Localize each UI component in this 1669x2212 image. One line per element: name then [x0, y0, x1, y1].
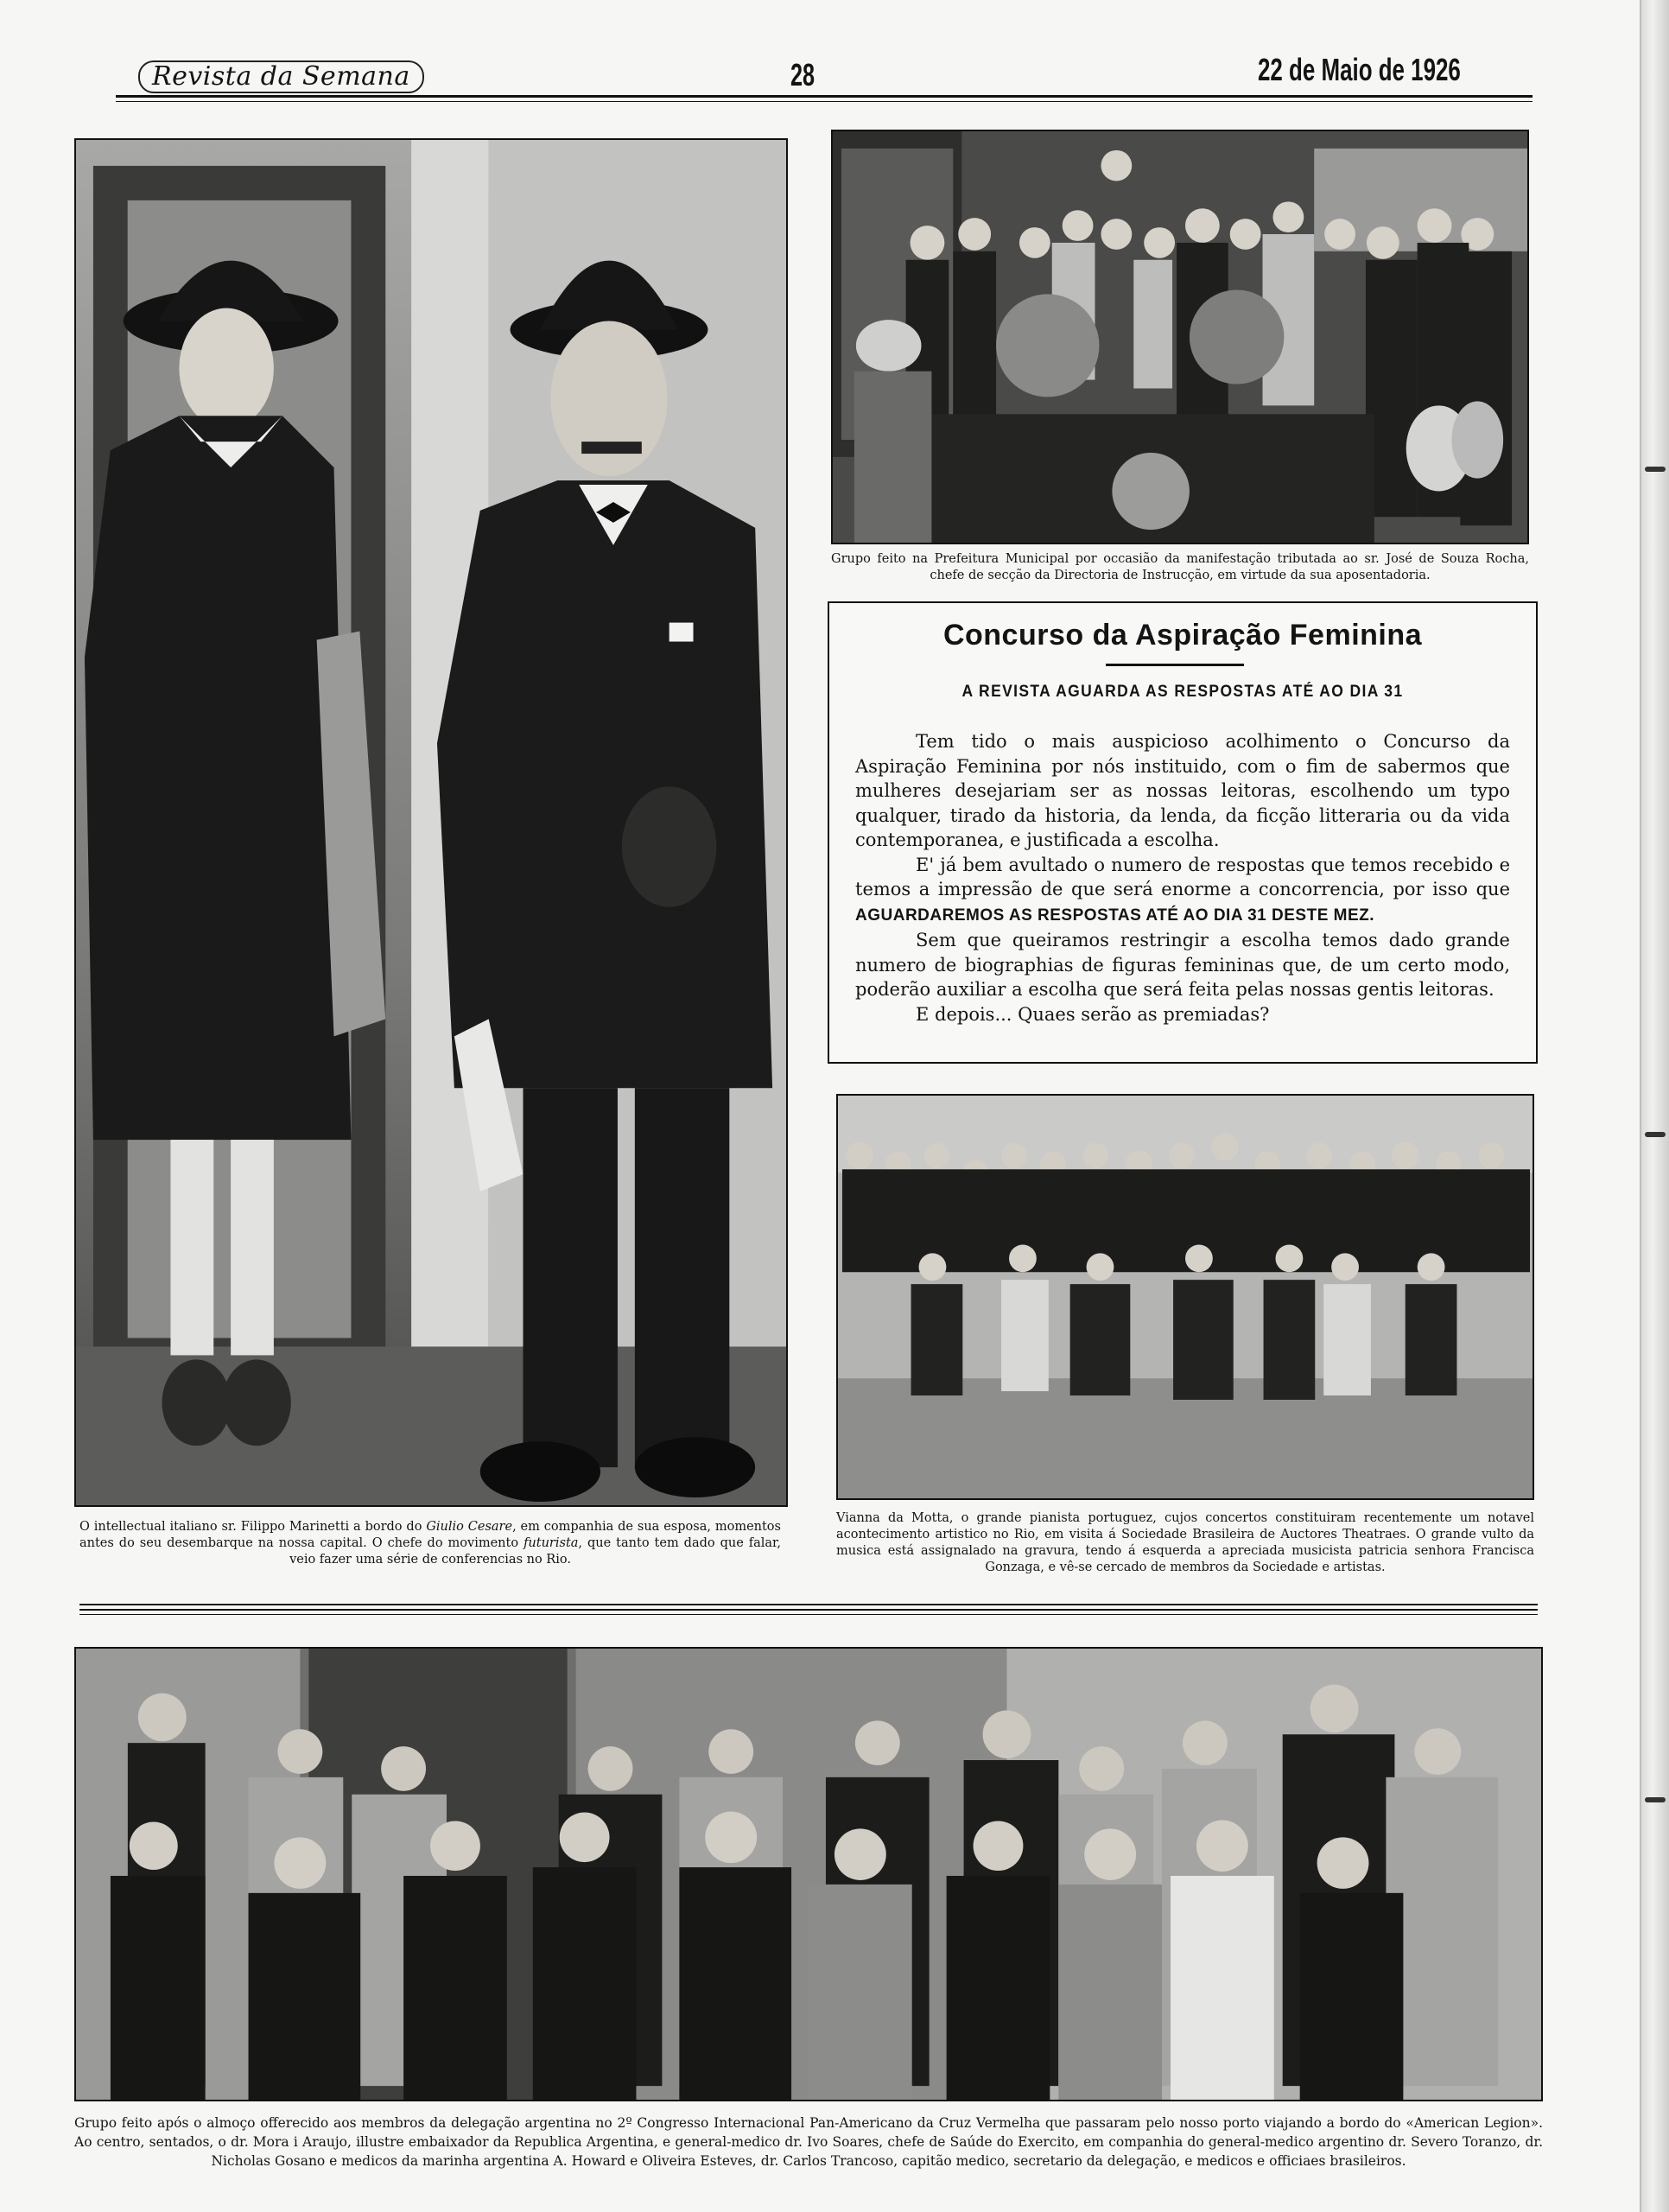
header-rule-thin [116, 101, 1533, 102]
issue-date: 22 de Maio de 1926 [1258, 52, 1461, 87]
page-binding-edge [1640, 0, 1669, 2212]
caption-marinetti-ship: Giulio Cesare [426, 1520, 513, 1534]
contest-paragraph-2-text: E' já bem avultado o numero de respostas que temos recebido e temos a impressão de que será enorme a concorrencia, por isso que [855, 854, 1510, 899]
contest-title-rule [1106, 664, 1244, 666]
contest-body [855, 729, 1510, 1027]
caption-marinetti-end: , que tanto tem dado que falar, veio fazer uma série de conferencias no Rio. [289, 1536, 781, 1567]
binding-thread [1645, 467, 1666, 472]
photo-vianna-da-motta-image [838, 1096, 1533, 1498]
caption-marinetti-prefix: O intellectual italiano sr. Filippo Marinetti a bordo do [79, 1520, 427, 1534]
contest-paragraph-2 [855, 853, 1510, 929]
caption-marinetti-mid: , em companhia de sua esposa, momentos antes do seu desembarque na nossa capital. O chefe do movimento [79, 1520, 781, 1550]
photo-marinetti-couple [74, 138, 788, 1507]
photo-prefeitura-group-image [833, 131, 1527, 543]
contest-paragraph-4: E depois... Quaes serão as premiadas? [916, 1003, 1270, 1025]
photo-argentine-delegation-image [76, 1649, 1541, 2100]
contest-announcement-box [828, 601, 1538, 1064]
section-rule-thin [79, 1614, 1538, 1615]
binding-thread [1645, 1132, 1666, 1137]
photo-prefeitura-group [831, 130, 1529, 544]
contest-deadline-emphasis: AGUARDAREMOS AS RESPOSTAS ATÉ AO DIA 31 DESTE MEZ. [855, 906, 1375, 925]
page-number: 28 [790, 57, 815, 92]
caption-argentine-delegation: Grupo feito após o almoço offerecido aos membros da delegação argentina no 2º Congresso Internacional Pan-Americano da Cruz Vermelha que passaram pelo nosso porto viajando a bordo do «American Legion». Ao centro, sentados, o dr. Mora i Araujo, illustre embaixador da Republica Argentina, e general-medico dr. Ivo Soares, chefe de Saúde do Exercito, em companhia do general-medico argentino dr. Severo Toranzo, dr. Nicholas Gosano e medicos da marinha argentina A. Howard e Oliveira Esteves, dr. Carlos Trancoso, capitão medico, secretario da delegação, e medicos e officiaes brasileiros. [74, 2115, 1543, 2169]
section-rule [79, 1604, 1538, 1605]
photo-vianna-da-motta [836, 1094, 1534, 1500]
contest-paragraph-1: Tem tido o mais auspicioso acolhimento o Concurso da Aspiração Feminina por nós instituido, com o fim de sabermos que mulheres desejariam ser as nossas leitoras, escolhendo um typo qualquer, tirado da historia, da lenda, da ficção litteraria ou da vida contemporanea, e justificada a escolha. [855, 731, 1510, 850]
section-rule-double [79, 1609, 1538, 1611]
caption-vianna-da-motta: Vianna da Motta, o grande pianista portuguez, cujos concertos constituiram recentemente um notavel acontecimento artistico no Rio, em visita á Sociedade Brasileira de Auctores Theatraes. O grande vulto da musica está assignalado na gravura, tendo á esquerda a apreciada musicista patricia senhora Francisca Gonzaga, e vê-se cercado de membros da Sociedade e artistas. [836, 1511, 1534, 1574]
photo-argentine-delegation [74, 1647, 1543, 2101]
masthead: Revista da Semana [138, 60, 424, 93]
binding-thread [1645, 1797, 1666, 1802]
contest-paragraph-3: Sem que queiramos restringir a escolha temos dado grande numero de biographias de figuras femininas que, de um certo modo, poderão auxiliar a escolha que será feita pelas nossas gentis leitoras. [855, 930, 1510, 1000]
caption-prefeitura: Grupo feito na Prefeitura Municipal por occasião da manifestação tributada ao sr. José de Souza Rocha, chefe de secção da Directoria de Instrucção, em virtude da sua aposentadoria. [831, 552, 1529, 582]
contest-title: Concurso da Aspiração Feminina [942, 619, 1423, 652]
caption-marinetti-term: futurista [524, 1536, 579, 1550]
photo-marinetti-couple-image [76, 140, 786, 1505]
header-rule [116, 95, 1533, 98]
caption-marinetti [79, 1519, 781, 1568]
contest-subtitle: A REVISTA AGUARDA AS RESPOSTAS ATÉ AO DIA 31 [961, 683, 1404, 701]
